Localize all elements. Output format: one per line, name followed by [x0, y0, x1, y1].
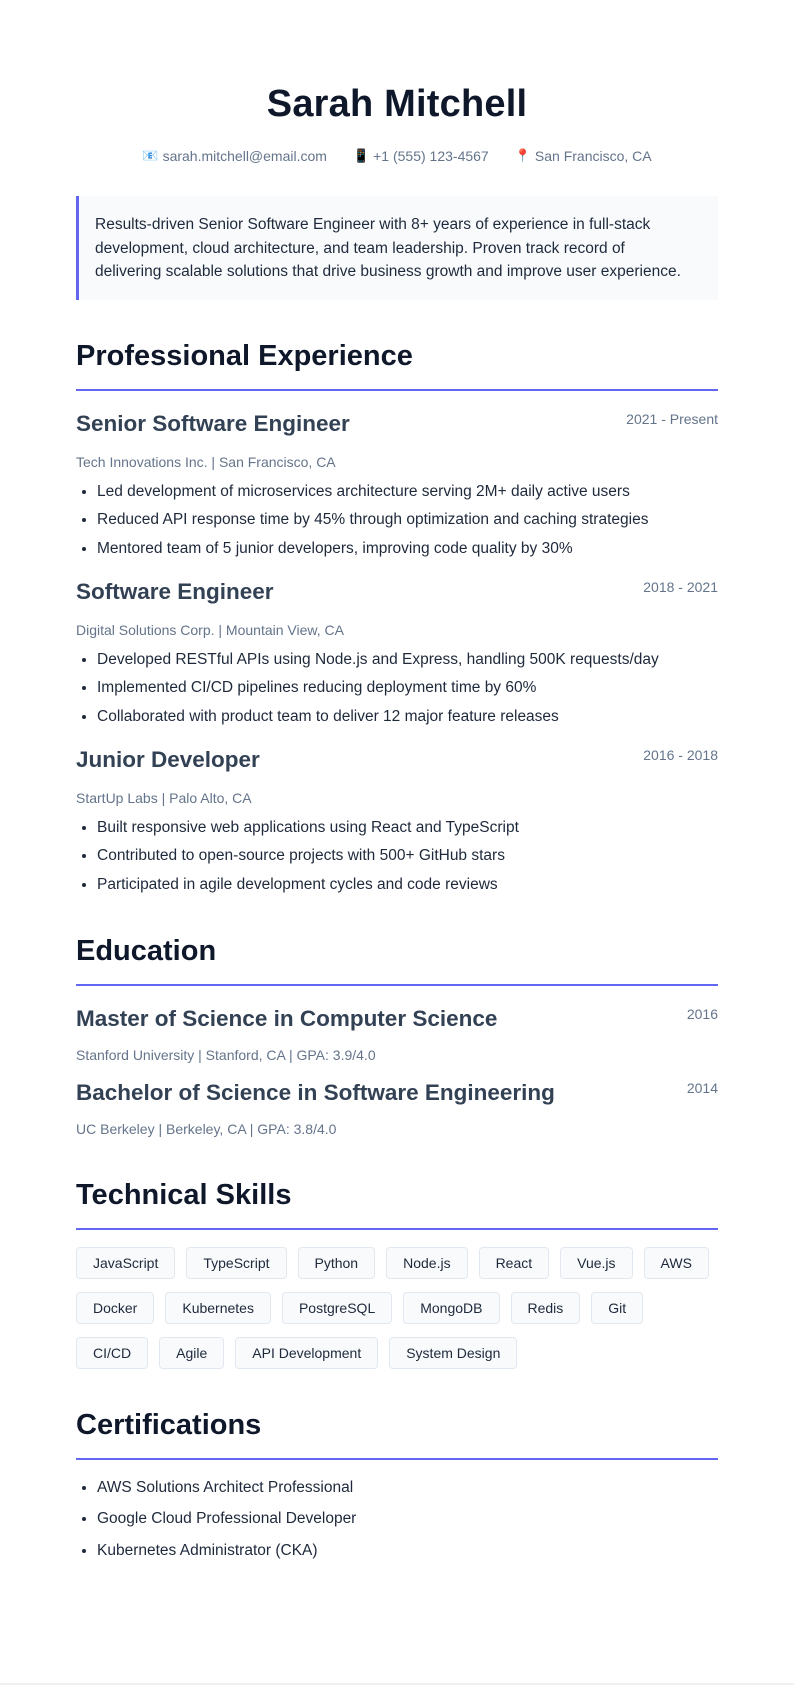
job-company: Digital Solutions Corp. | Mountain View, CA	[76, 621, 344, 638]
skill-tag: Docker	[76, 1292, 154, 1324]
skills-section	[76, 1175, 718, 1369]
job-achievements	[76, 482, 718, 559]
achievement-item: • Participated in agile development cycles and code reviews	[97, 875, 718, 895]
certification-item: • Kubernetes Administrator (CKA)	[97, 1541, 718, 1561]
job-title: Software Engineer	[76, 578, 274, 604]
skill-tag: Redis	[511, 1292, 581, 1324]
achievement-item: • Implemented CI/CD pipelines reducing deployment time by 60%	[97, 678, 718, 698]
section-title-skills: Technical Skills	[76, 1175, 718, 1230]
section-title-certifications: Certifications	[76, 1405, 718, 1460]
skill-tag: CI/CD	[76, 1337, 148, 1369]
certifications-list	[76, 1478, 718, 1561]
skill-tag: Agile	[159, 1337, 224, 1369]
achievement-item: • Developed RESTful APIs using Node.js and Express, handling 500K requests/day	[97, 650, 718, 670]
degree-details: Stanford University | Stanford, CA | GPA: 3.9/4.0	[76, 1046, 376, 1063]
certification-item: • AWS Solutions Architect Professional	[97, 1478, 718, 1498]
job-company: StartUp Labs | Palo Alto, CA	[76, 789, 252, 806]
degree-title: Master of Science in Computer Science	[76, 1005, 498, 1031]
degree-entry	[76, 1078, 718, 1139]
skill-tag: JavaScript	[76, 1247, 175, 1279]
skill-tag: React	[479, 1247, 550, 1279]
skill-tag: AWS	[644, 1247, 709, 1279]
degree-entry	[76, 1004, 718, 1065]
certifications-section	[76, 1405, 718, 1561]
contact-phone[interactable]	[353, 146, 489, 166]
job-dates: 2018 - 2021	[643, 578, 718, 595]
job-entry	[76, 577, 718, 727]
achievement-item: • Reduced API response time by 45% through optimization and caching strategies	[97, 510, 718, 530]
email-text: sarah.mitchell@email.com	[162, 148, 327, 164]
skill-tag: Vue.js	[560, 1247, 632, 1279]
achievement-item: • Collaborated with product team to deliver 12 major feature releases	[97, 707, 718, 727]
candidate-name: Sarah Mitchell	[266, 83, 528, 125]
phone-icon: 📱	[352, 148, 370, 163]
contact-location	[515, 146, 652, 166]
skill-tag: Node.js	[386, 1247, 467, 1279]
job-entry	[76, 745, 718, 895]
job-title: Junior Developer	[76, 746, 260, 772]
achievement-item: • Mentored team of 5 junior developers, improving code quality by 30%	[97, 539, 718, 559]
professional-summary: Results-driven Senior Software Engineer with 8+ years of experience in full-stack development, cloud architecture, and team leadership. Proven track record of delivering scalable solutions that drive business growth and improve user experience.	[76, 196, 718, 300]
achievement-item: • Led development of microservices architecture serving 2M+ daily active users	[97, 482, 718, 502]
skill-tag: Python	[298, 1247, 376, 1279]
degree-title: Bachelor of Science in Software Engineering	[76, 1079, 555, 1105]
achievement-item: • Contributed to open-source projects with 500+ GitHub stars	[97, 846, 718, 866]
achievement-item: • Built responsive web applications using React and TypeScript	[97, 818, 718, 838]
job-title: Senior Software Engineer	[76, 410, 350, 436]
location-text: San Francisco, CA	[534, 148, 652, 164]
resume-header	[76, 0, 718, 166]
job-dates: 2016 - 2018	[643, 746, 718, 763]
job-entry	[76, 409, 718, 559]
degree-year: 2016	[686, 1005, 718, 1022]
skill-tag: PostgreSQL	[282, 1292, 392, 1324]
job-achievements	[76, 650, 718, 727]
location-pin-icon: 📍	[514, 148, 531, 163]
skill-tag: Kubernetes	[165, 1292, 271, 1324]
certification-item: • Google Cloud Professional Developer	[97, 1509, 718, 1529]
job-achievements	[76, 818, 718, 895]
job-company: Tech Innovations Inc. | San Francisco, CA	[76, 453, 336, 470]
section-title-education: Education	[76, 931, 718, 986]
contact-info	[76, 146, 718, 166]
skill-tag: API Development	[235, 1337, 378, 1369]
skill-tag: System Design	[389, 1337, 517, 1369]
skill-tag: TypeScript	[186, 1247, 286, 1279]
skills-list	[76, 1247, 718, 1369]
skill-tag: MongoDB	[403, 1292, 499, 1324]
envelope-icon: 📧	[142, 148, 159, 163]
degree-details: UC Berkeley | Berkeley, CA | GPA: 3.8/4.0	[76, 1120, 337, 1137]
phone-text: +1 (555) 123-4567	[373, 148, 489, 164]
education-section	[76, 931, 718, 1139]
job-dates: 2021 - Present	[626, 410, 718, 427]
skill-tag: Git	[591, 1292, 643, 1324]
experience-section	[76, 336, 718, 895]
degree-year: 2014	[686, 1079, 718, 1096]
section-title-experience: Professional Experience	[76, 336, 718, 391]
contact-email[interactable]	[142, 146, 327, 166]
